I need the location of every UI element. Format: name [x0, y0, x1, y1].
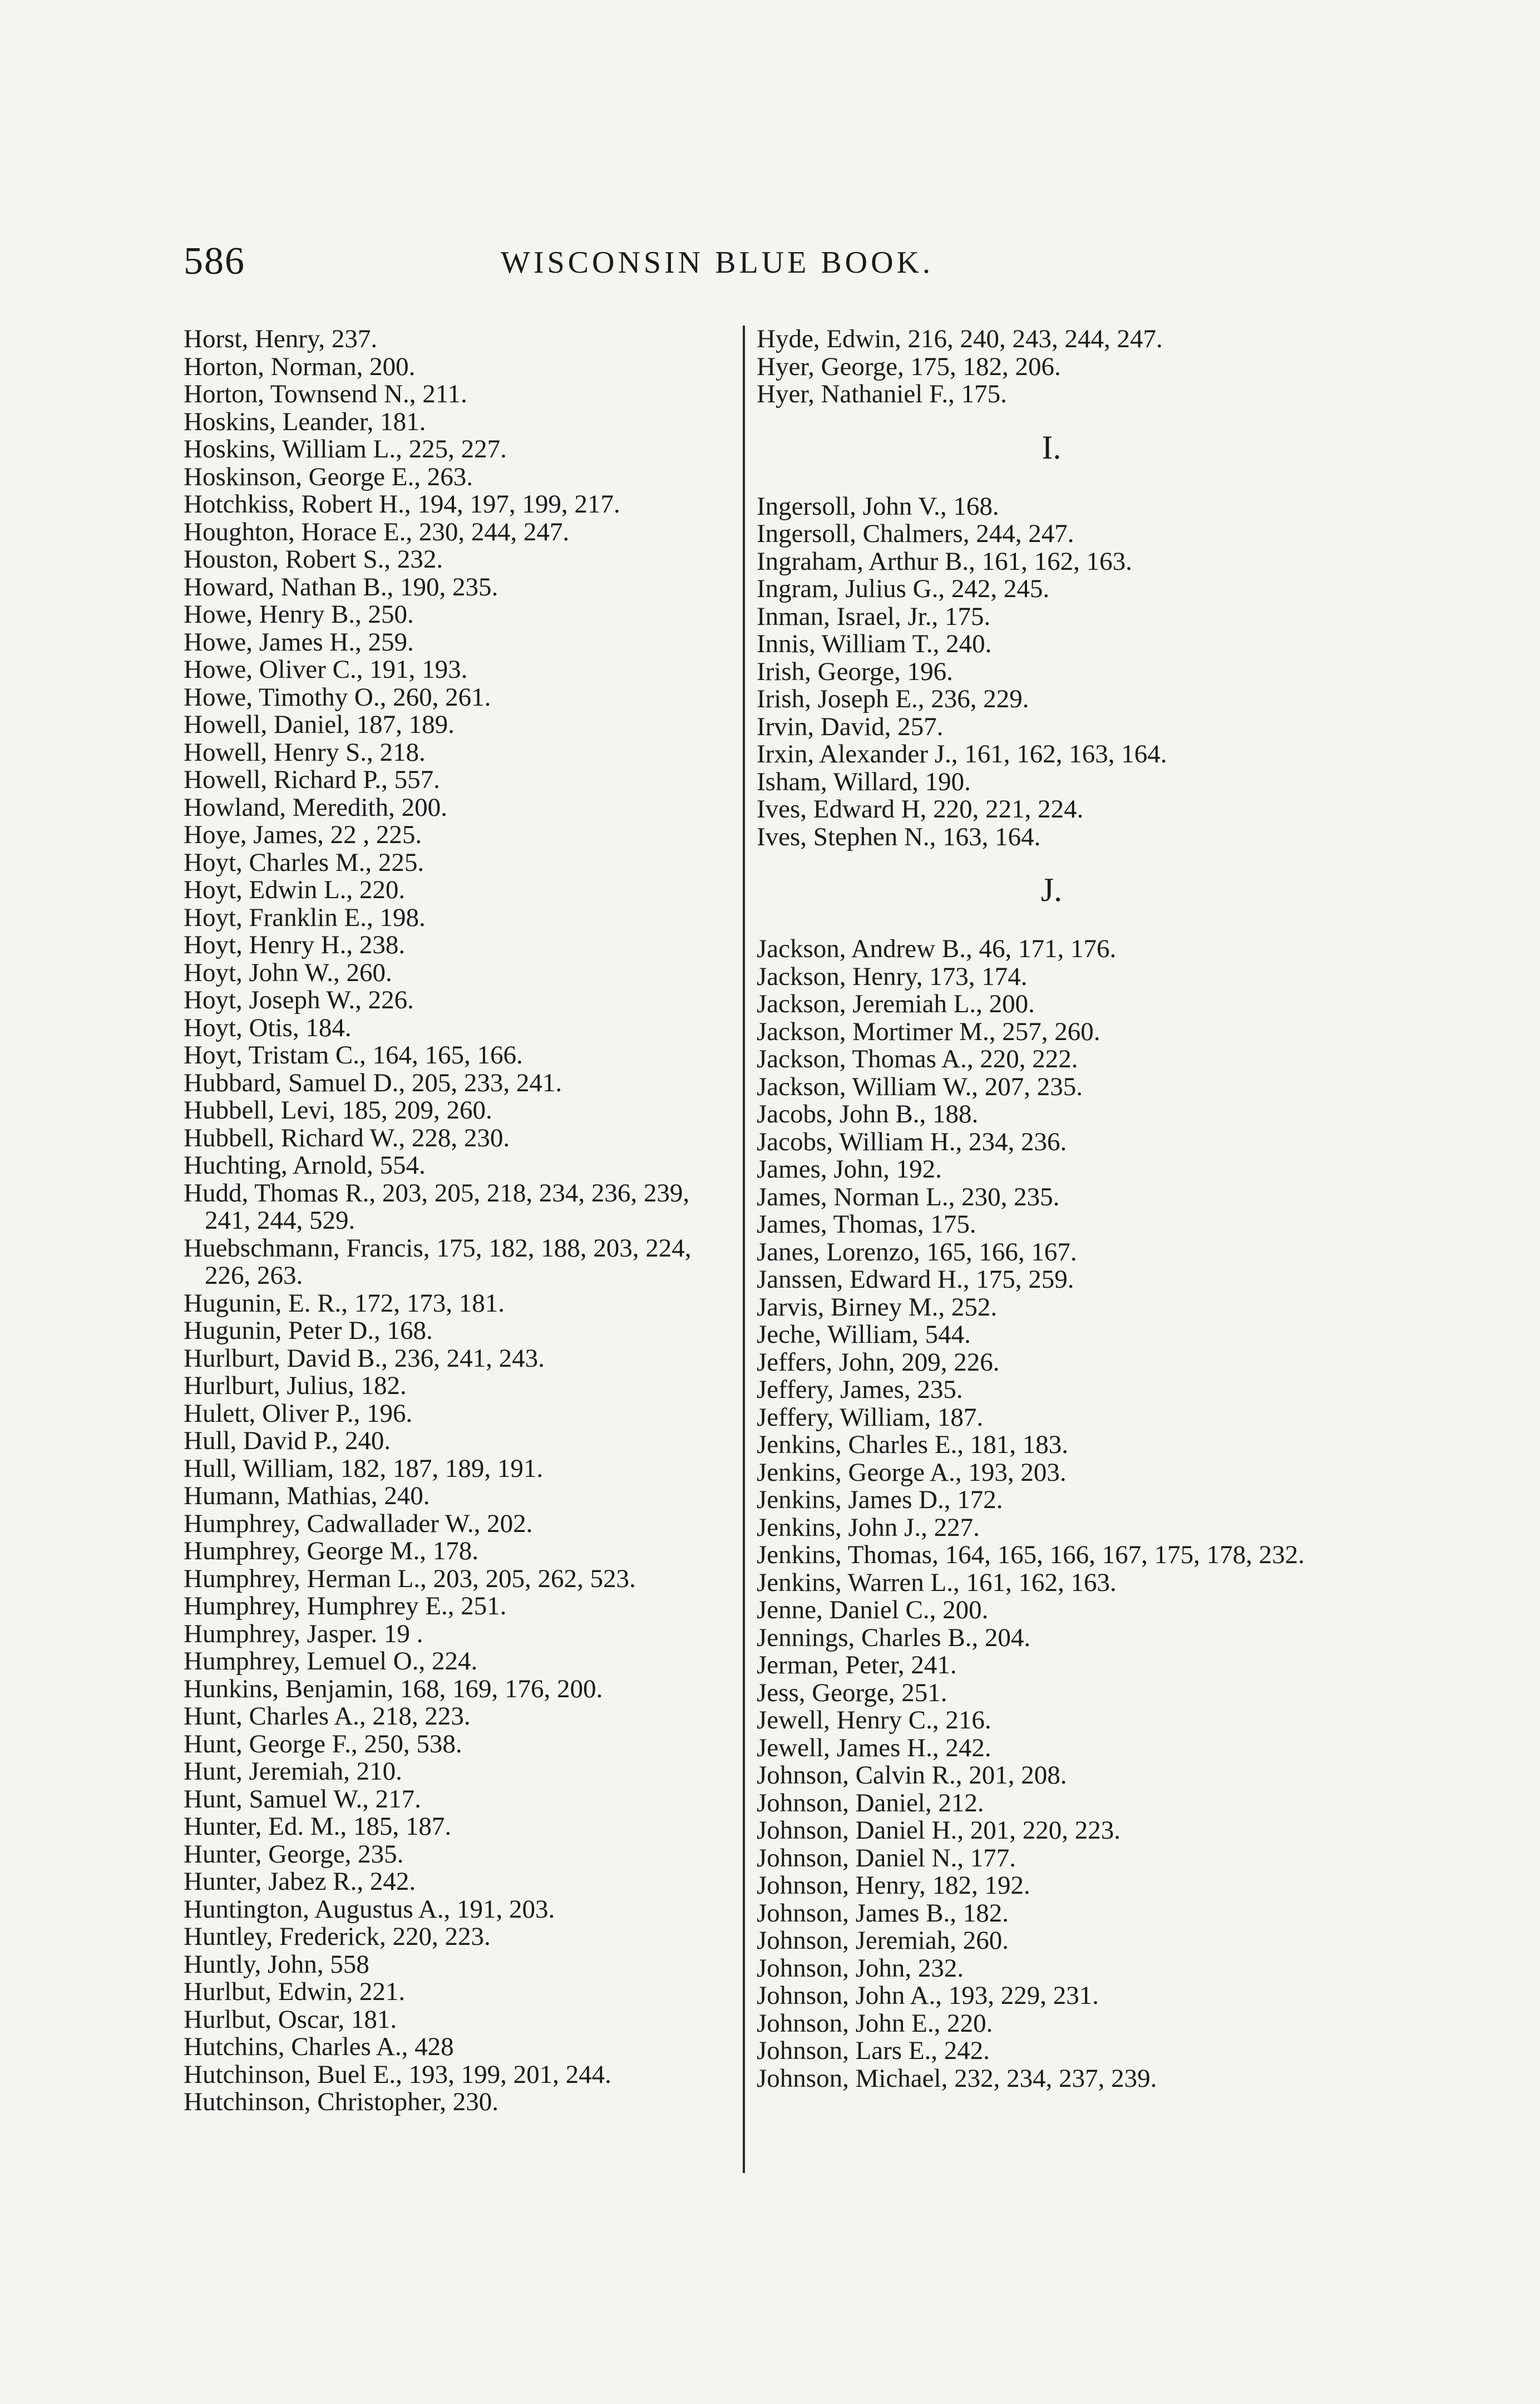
index-entry: Jackson, Thomas A., 220, 222.	[757, 1045, 1078, 1073]
index-entry: Howell, Daniel, 187, 189.	[184, 710, 455, 739]
index-entry: Jenne, Daniel C., 200.	[757, 1595, 989, 1624]
index-entry: Jacobs, John B., 188.	[757, 1100, 979, 1129]
index-entry: Johnson, Lars E., 242.	[757, 2036, 990, 2065]
index-entry: Hull, David P., 240.	[184, 1426, 391, 1455]
index-entry: Hubbell, Richard W., 228, 230.	[184, 1123, 510, 1152]
index-entry: Humphrey, Herman L., 203, 205, 262, 523.	[184, 1564, 636, 1593]
index-entry: Hoyt, Franklin E., 198.	[184, 903, 426, 932]
index-entry: James, John, 192.	[757, 1155, 942, 1184]
index-entry: Hoyt, Henry H., 238.	[184, 930, 406, 959]
index-entry: Jacobs, William H., 234, 236.	[757, 1127, 1067, 1156]
index-entry: Huebschmann, Francis, 175, 182, 188, 203, 224, 226, 263.	[184, 1233, 698, 1290]
index-entry: Huntington, Augustus A., 191, 203.	[184, 1894, 555, 1924]
index-entry: Jerman, Peter, 241.	[757, 1651, 957, 1679]
index-entry: Isham, Willard, 190.	[757, 767, 971, 796]
index-entry: Inman, Israel, Jr., 175.	[757, 602, 991, 631]
index-entry: Jewell, Henry C., 216.	[757, 1706, 991, 1735]
index-entry: Hurlbut, Edwin, 221.	[184, 1977, 406, 2006]
running-title: WISCONSIN BLUE BOOK.	[501, 245, 934, 280]
index-entry: Jeche, William, 544.	[757, 1320, 971, 1349]
h-entries-continued	[757, 326, 1346, 408]
index-entry: Hutchinson, Buel E., 193, 199, 201, 244.	[184, 2060, 611, 2089]
index-entry: Johnson, John, 232.	[757, 1953, 964, 1983]
index-entry: Johnson, Henry, 182, 192.	[757, 1871, 1030, 1900]
index-entry: Hoyt, Charles M., 225.	[184, 848, 425, 877]
index-column-left	[184, 326, 740, 2116]
index-column-right	[757, 326, 1346, 2092]
index-entry: Hubbard, Samuel D., 205, 233, 241.	[184, 1068, 562, 1097]
index-entry: Hyer, Nathaniel F., 175.	[757, 380, 1007, 408]
index-entry: Humann, Mathias, 240.	[184, 1481, 430, 1510]
index-entry: Hoyt, Joseph W., 226.	[184, 986, 414, 1014]
index-entry: Hyer, George, 175, 182, 206.	[757, 352, 1061, 381]
index-entry: Johnson, Jeremiah, 260.	[757, 1926, 1009, 1955]
index-entry: Ives, Edward H, 220, 221, 224.	[757, 795, 1084, 824]
index-entry: Hoyt, John W., 260.	[184, 958, 392, 987]
index-entry: Johnson, James B., 182.	[757, 1898, 1009, 1928]
index-entry: Hurlbut, Oscar, 181.	[184, 2004, 397, 2034]
index-entry: Hotchkiss, Robert H., 194, 197, 199, 217.	[184, 490, 620, 519]
index-entry: Jenkins, John J., 227.	[757, 1513, 980, 1542]
index-entry: Irxin, Alexander J., 161, 162, 163, 164.	[757, 740, 1167, 769]
index-entry: Hull, William, 182, 187, 189, 191.	[184, 1454, 544, 1483]
index-entry: Hubbell, Levi, 185, 209, 260.	[184, 1096, 492, 1125]
index-entry: Jackson, William W., 207, 235.	[757, 1072, 1083, 1101]
index-entry: Howe, Henry B., 250.	[184, 600, 414, 629]
index-entry: Ingersoll, Chalmers, 244, 247.	[757, 519, 1074, 548]
index-entry: Hoskins, William L., 225, 227.	[184, 435, 507, 464]
index-entry: Howland, Meredith, 200.	[184, 792, 447, 822]
index-entry: Howe, James H., 259.	[184, 627, 414, 657]
index-entry: Hunt, Samuel W., 217.	[184, 1784, 421, 1814]
index-entry: Johnson, Daniel H., 201, 220, 223.	[757, 1816, 1121, 1845]
index-entry: Hoyt, Tristam C., 164, 165, 166.	[184, 1041, 523, 1070]
index-entry: Houghton, Horace E., 230, 244, 247.	[184, 517, 570, 546]
index-entry: Johnson, Daniel N., 177.	[757, 1843, 1016, 1873]
index-entry: Hoyt, Otis, 184.	[184, 1013, 352, 1042]
index-entry: Jewell, James H., 242.	[757, 1733, 991, 1762]
index-entry: Humphrey, Jasper. 19 .	[184, 1619, 423, 1648]
section-letter-j: J.	[1040, 871, 1063, 908]
index-entry: Jenkins, George A., 193, 203.	[757, 1457, 1067, 1487]
index-entry: Hoskins, Leander, 181.	[184, 407, 426, 436]
index-entry: Janes, Lorenzo, 165, 166, 167.	[757, 1237, 1077, 1267]
section-letter-i: I.	[1042, 428, 1062, 466]
index-entry: Johnson, John E., 220.	[757, 2008, 993, 2038]
index-entry: Huchting, Arnold, 554.	[184, 1151, 426, 1180]
index-entry: Jackson, Jeremiah L., 200.	[757, 989, 1035, 1018]
index-entry: Hunter, Ed. M., 185, 187.	[184, 1812, 452, 1841]
index-entry: Humphrey, Lemuel O., 224.	[184, 1647, 478, 1676]
index-entry: Horton, Townsend N., 211.	[184, 380, 467, 408]
index-entry: James, Thomas, 175.	[757, 1210, 976, 1239]
index-entry: Hurlburt, Julius, 182.	[184, 1371, 407, 1400]
i-entries	[757, 493, 1346, 851]
index-entry: Howe, Oliver C., 191, 193.	[184, 655, 468, 684]
index-entry: Jennings, Charles B., 204.	[757, 1623, 1031, 1652]
index-entry: Huntley, Frederick, 220, 223.	[184, 1922, 491, 1951]
index-entry: Humphrey, Cadwallader W., 202.	[184, 1509, 533, 1538]
index-entry: Hunter, Jabez R., 242.	[184, 1867, 416, 1896]
index-entry: Ingram, Julius G., 242, 245.	[757, 574, 1050, 603]
j-entries	[757, 935, 1346, 2092]
index-entry: Ingraham, Arthur B., 161, 162, 163.	[757, 546, 1132, 576]
index-entry: Jeffery, William, 187.	[757, 1402, 984, 1432]
index-entry: Johnson, Daniel, 212.	[757, 1788, 984, 1817]
index-entry: Irish, Joseph E., 236, 229.	[757, 684, 1029, 713]
index-entry: Hunter, George, 235.	[184, 1839, 404, 1869]
page-number: 586	[184, 240, 245, 283]
index-entry: Hoskinson, George E., 263.	[184, 462, 473, 491]
index-entry: Johnson, Calvin R., 201, 208.	[757, 1761, 1067, 1790]
index-entry: Hyde, Edwin, 216, 240, 243, 244, 247.	[757, 324, 1163, 353]
column-divider	[743, 326, 745, 2173]
index-entry: Hudd, Thomas R., 203, 205, 218, 234, 236, 239, 241, 244, 529.	[184, 1178, 696, 1235]
index-entry: Hunt, George F., 250, 538.	[184, 1729, 462, 1758]
index-entry: Jackson, Andrew B., 46, 171, 176.	[757, 934, 1117, 963]
index-entry: Jenkins, Thomas, 164, 165, 166, 167, 175, 178, 232.	[757, 1540, 1305, 1569]
index-entry: Howard, Nathan B., 190, 235.	[184, 572, 498, 602]
index-entry: James, Norman L., 230, 235.	[757, 1182, 1060, 1211]
index-entry: Hoye, James, 22 , 225.	[184, 820, 422, 849]
index-entry: Johnson, John A., 193, 229, 231.	[757, 1981, 1099, 2010]
index-entry: Hunkins, Benjamin, 168, 169, 176, 200.	[184, 1674, 603, 1703]
index-entry: Hutchins, Charles A., 428	[184, 2032, 454, 2061]
index-entry: Janssen, Edward H., 175, 259.	[757, 1265, 1074, 1294]
index-entry: Ingersoll, John V., 168.	[757, 491, 999, 521]
index-entry: Jackson, Henry, 173, 174.	[757, 962, 1028, 991]
index-entry: Hoyt, Edwin L., 220.	[184, 875, 406, 904]
index-entry: Innis, William T., 240.	[757, 629, 992, 658]
page-header	[184, 239, 1296, 289]
index-entry: Irish, George, 196.	[757, 657, 953, 686]
index-entry: Hunt, Charles A., 218, 223.	[184, 1702, 471, 1731]
index-entry: Hurlburt, David B., 236, 241, 243.	[184, 1343, 545, 1373]
index-entry: Jeffers, John, 209, 226.	[757, 1347, 1000, 1377]
index-entry: Humphrey, George M., 178.	[184, 1536, 478, 1565]
index-entry: Hugunin, E. R., 172, 173, 181.	[184, 1288, 505, 1318]
index-entry: Jess, George, 251.	[757, 1678, 947, 1707]
index-entry: Horton, Norman, 200.	[184, 352, 416, 381]
index-entry: Howell, Richard P., 557.	[184, 765, 440, 794]
index-entry: Hutchinson, Christopher, 230.	[184, 2087, 498, 2116]
index-entry: Jarvis, Birney M., 252.	[757, 1292, 998, 1322]
index-entry: Irvin, David, 257.	[757, 712, 944, 741]
index-entry: Howell, Henry S., 218.	[184, 737, 426, 767]
index-entry: Johnson, Michael, 232, 234, 237, 239.	[757, 2063, 1157, 2093]
index-entry: Humphrey, Humphrey E., 251.	[184, 1592, 507, 1620]
index-entry: Houston, Robert S., 232.	[184, 545, 443, 574]
index-entry: Jenkins, Warren L., 161, 162, 163.	[757, 1568, 1117, 1597]
index-entry: Hulett, Oliver P., 196.	[184, 1398, 413, 1428]
index-entry: Howe, Timothy O., 260, 261.	[184, 682, 491, 712]
index-entry: Jeffery, James, 235.	[757, 1375, 963, 1404]
index-entry: Huntly, John, 558	[184, 1949, 369, 1979]
index-entry: Jenkins, James D., 172.	[757, 1485, 1003, 1514]
index-entry: Ives, Stephen N., 163, 164.	[757, 822, 1041, 851]
index-entry: Hugunin, Peter D., 168.	[184, 1316, 433, 1345]
index-entry: Jackson, Mortimer M., 257, 260.	[757, 1017, 1100, 1046]
index-entry: Jenkins, Charles E., 181, 183.	[757, 1430, 1069, 1459]
index-entry: Horst, Henry, 237.	[184, 324, 378, 353]
index-entry: Hunt, Jeremiah, 210.	[184, 1757, 402, 1786]
